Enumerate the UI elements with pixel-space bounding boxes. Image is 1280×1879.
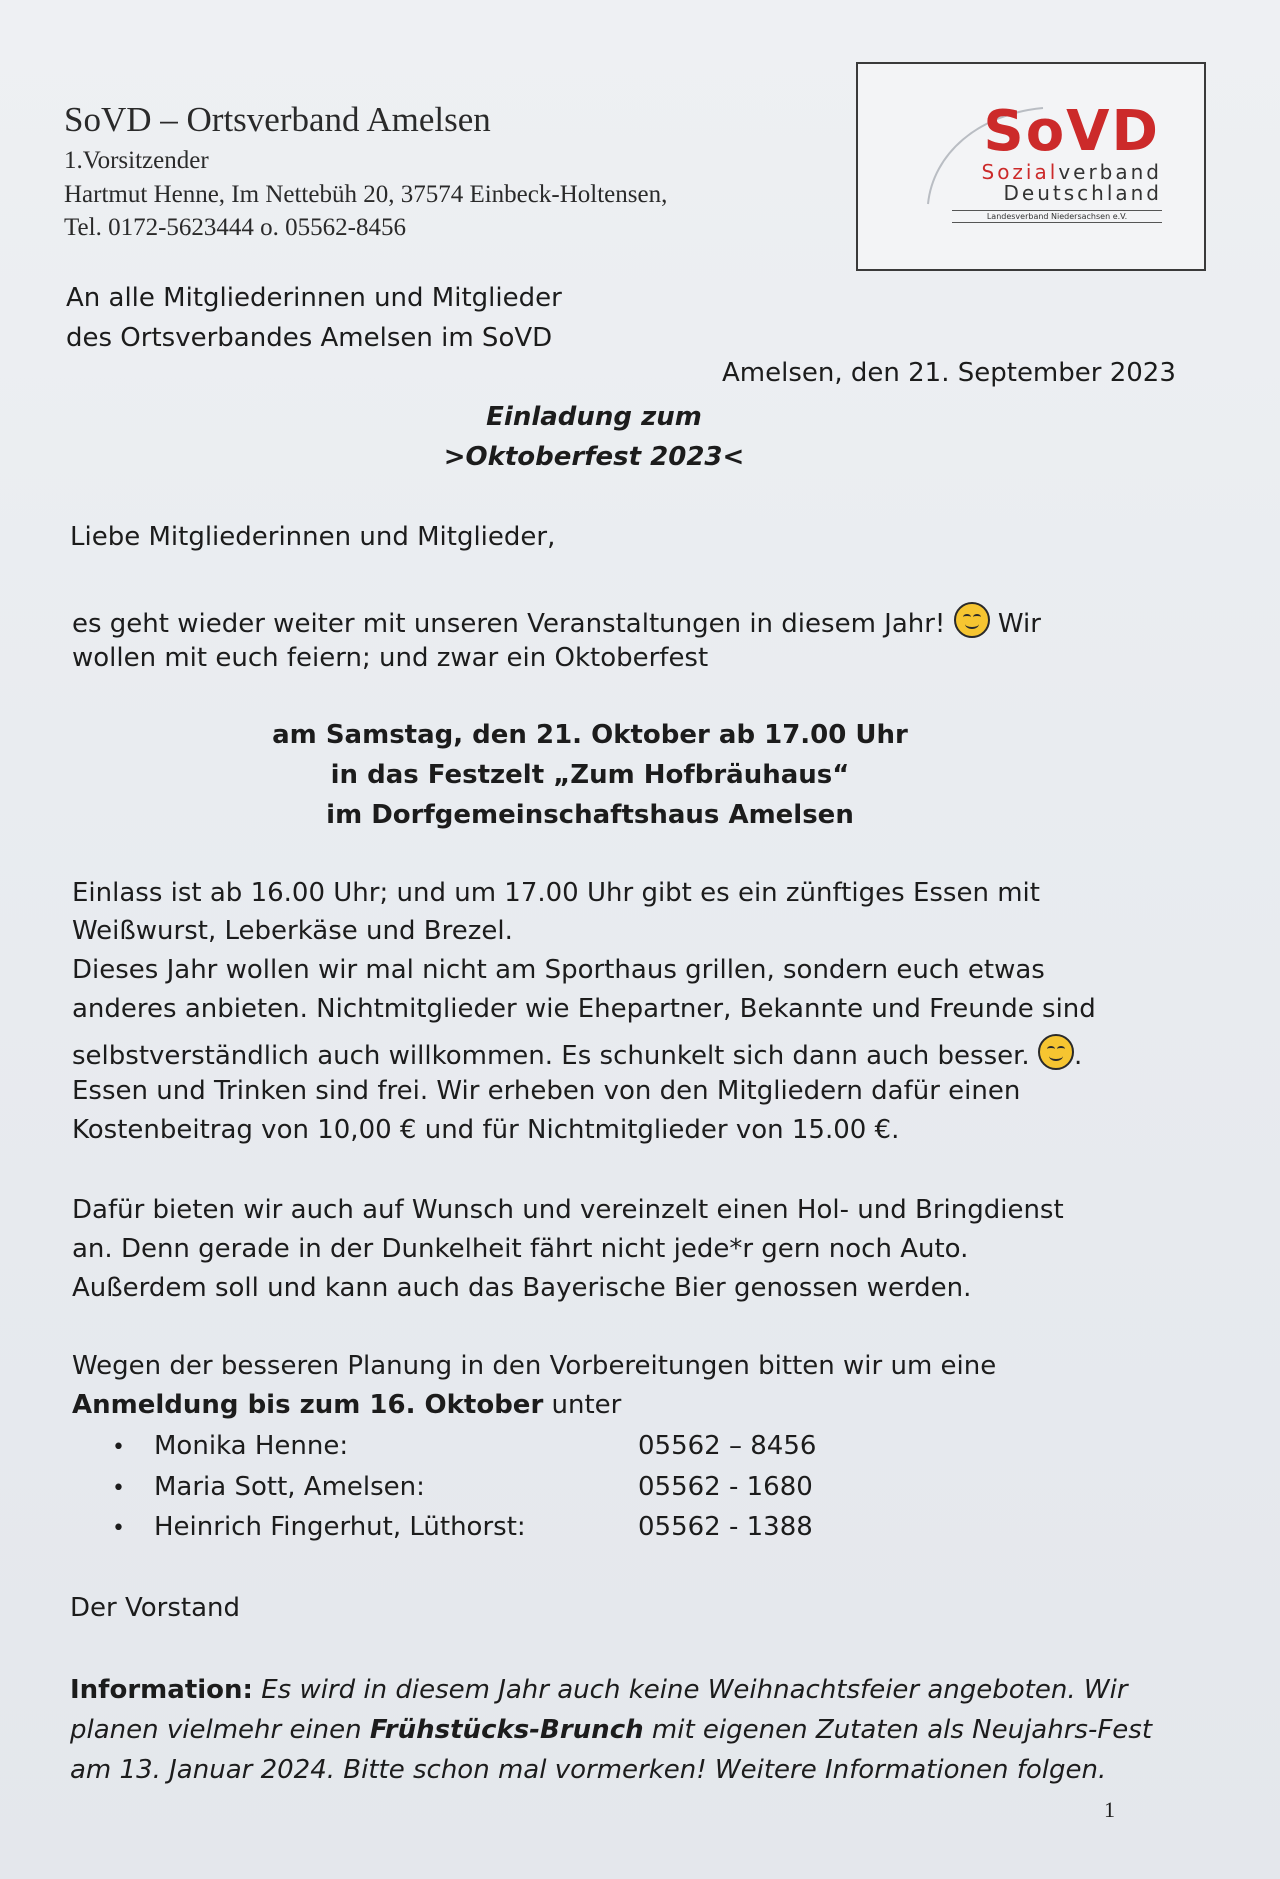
logo-line-3: Landesverband Niedersachsen e.V.: [952, 210, 1162, 223]
intro-line-1-text: es geht wieder weiter mit unseren Veranstaltungen in diesem Jahr!: [72, 609, 946, 639]
registration-line-2-rest: unter: [543, 1390, 622, 1420]
sender-phone: Tel. 0172-5623444 o. 05562-8456: [64, 214, 406, 241]
transport-line-2: an. Denn gerade in der Dunkelheit fährt nicht jede*r gern noch Auto.: [72, 1234, 969, 1264]
letter-date: Amelsen, den 21. September 2023: [722, 358, 1176, 388]
information-line-3: am 13. Januar 2024. Bitte schon mal vormerken! Weitere Informationen folgen.: [70, 1755, 1107, 1785]
event-line-2: in das Festzelt „Zum Hofbräuhaus“: [330, 760, 850, 790]
contact-item: [112, 1472, 852, 1502]
registration-line-1: Wegen der besseren Planung in den Vorbereitungen bitten wir um eine: [72, 1351, 997, 1381]
information-line-1: [70, 1675, 1128, 1705]
details-line-5: [72, 1034, 1082, 1071]
contact-item: [112, 1431, 852, 1461]
details-line-3: Dieses Jahr wollen wir mal nicht am Sporthaus grillen, sondern euch etwas: [72, 955, 1045, 985]
logo-line-1-red: Sozial: [981, 160, 1059, 184]
sender-address: Hartmut Henne, Im Nettebüh 20, 37574 Einbeck-Holtensen,: [64, 181, 668, 208]
contact-item: [112, 1512, 852, 1542]
transport-line-3: Außerdem soll und kann auch das Bayerische Bier genossen werden.: [72, 1273, 972, 1303]
sovd-logo: [856, 62, 1206, 271]
details-line-5-text: selbstverständlich auch willkommen. Es schunkelt sich dann auch besser.: [72, 1041, 1030, 1071]
brunch-highlight: Frühstücks-Brunch: [369, 1715, 644, 1745]
information-label: Information:: [70, 1675, 253, 1705]
logo-line-2: Deutschland: [1003, 181, 1162, 205]
contact-name: Heinrich Fingerhut, Lüthorst:: [154, 1512, 526, 1542]
contact-phone: 05562 - 1680: [638, 1472, 813, 1502]
logo-line-1-rest: verband: [1058, 160, 1162, 184]
event-line-3: im Dorfgemeinschaftshaus Amelsen: [326, 800, 854, 830]
recipient-line-2: des Ortsverbandes Amelsen im SoVD: [66, 323, 553, 353]
information-line-2: [70, 1715, 1152, 1745]
details-line-2: Weißwurst, Leberkäse und Brezel.: [72, 916, 513, 946]
contact-phone: 05562 – 8456: [638, 1431, 817, 1461]
title-line-1: Einladung zum: [486, 402, 702, 432]
salutation: Liebe Mitgliederinnen und Mitglieder,: [70, 522, 556, 552]
title-line-2: >Oktoberfest 2023<: [443, 442, 745, 472]
signature: Der Vorstand: [70, 1593, 240, 1623]
recipient-line-1: An alle Mitgliederinnen und Mitglieder: [66, 283, 562, 313]
registration-line-2: [72, 1390, 621, 1420]
registration-deadline: Anmeldung bis zum 16. Oktober: [72, 1390, 544, 1420]
contact-name: Maria Sott, Amelsen:: [154, 1472, 425, 1502]
contact-phone: 05562 - 1388: [638, 1512, 813, 1542]
bullet: •: [112, 1476, 125, 1501]
page-number: 1: [1104, 1797, 1115, 1822]
logo-main-text: SoVD: [983, 99, 1160, 164]
bullet: •: [112, 1516, 125, 1541]
information-line-1-text: Es wird in diesem Jahr auch keine Weihnachtsfeier angeboten. Wir: [252, 1675, 1128, 1705]
details-line-4: anderes anbieten. Nichtmitglieder wie Ehepartner, Bekannte und Freunde sind: [72, 994, 1096, 1024]
transport-line-1: Dafür bieten wir auch auf Wunsch und vereinzelt einen Hol- und Bringdienst: [72, 1195, 1064, 1225]
event-line-1: am Samstag, den 21. Oktober ab 17.00 Uhr: [272, 720, 908, 750]
details-line-5-end: .: [1073, 1041, 1083, 1071]
information-line-2-b: mit eigenen Zutaten als Neujahrs-Fest: [643, 1715, 1153, 1745]
intro-line-1-end: Wir: [997, 609, 1041, 639]
contact-name: Monika Henne:: [154, 1431, 349, 1461]
smiley-icon: [954, 602, 990, 638]
information-line-2-a: planen vielmehr einen: [70, 1715, 370, 1745]
details-line-7: Kostenbeitrag von 10,00 € und für Nichtmitglieder von 15.00 €.: [72, 1115, 900, 1145]
intro-line-2: wollen mit euch feiern; und zwar ein Oktoberfest: [72, 643, 709, 673]
logo-line-1: [982, 162, 1163, 182]
smiley-icon: [1038, 1034, 1074, 1070]
org-name: SoVD – Ortsverband Amelsen: [64, 100, 491, 139]
details-line-1: Einlass ist ab 16.00 Uhr; und um 17.00 Uhr gibt es ein zünftiges Essen mit: [72, 878, 1040, 908]
details-line-6: Essen und Trinken sind frei. Wir erheben von den Mitgliedern dafür einen: [72, 1076, 1021, 1106]
bullet: •: [112, 1435, 125, 1460]
sender-role: 1.Vorsitzender: [64, 147, 209, 174]
intro-line-1: [72, 602, 1041, 639]
